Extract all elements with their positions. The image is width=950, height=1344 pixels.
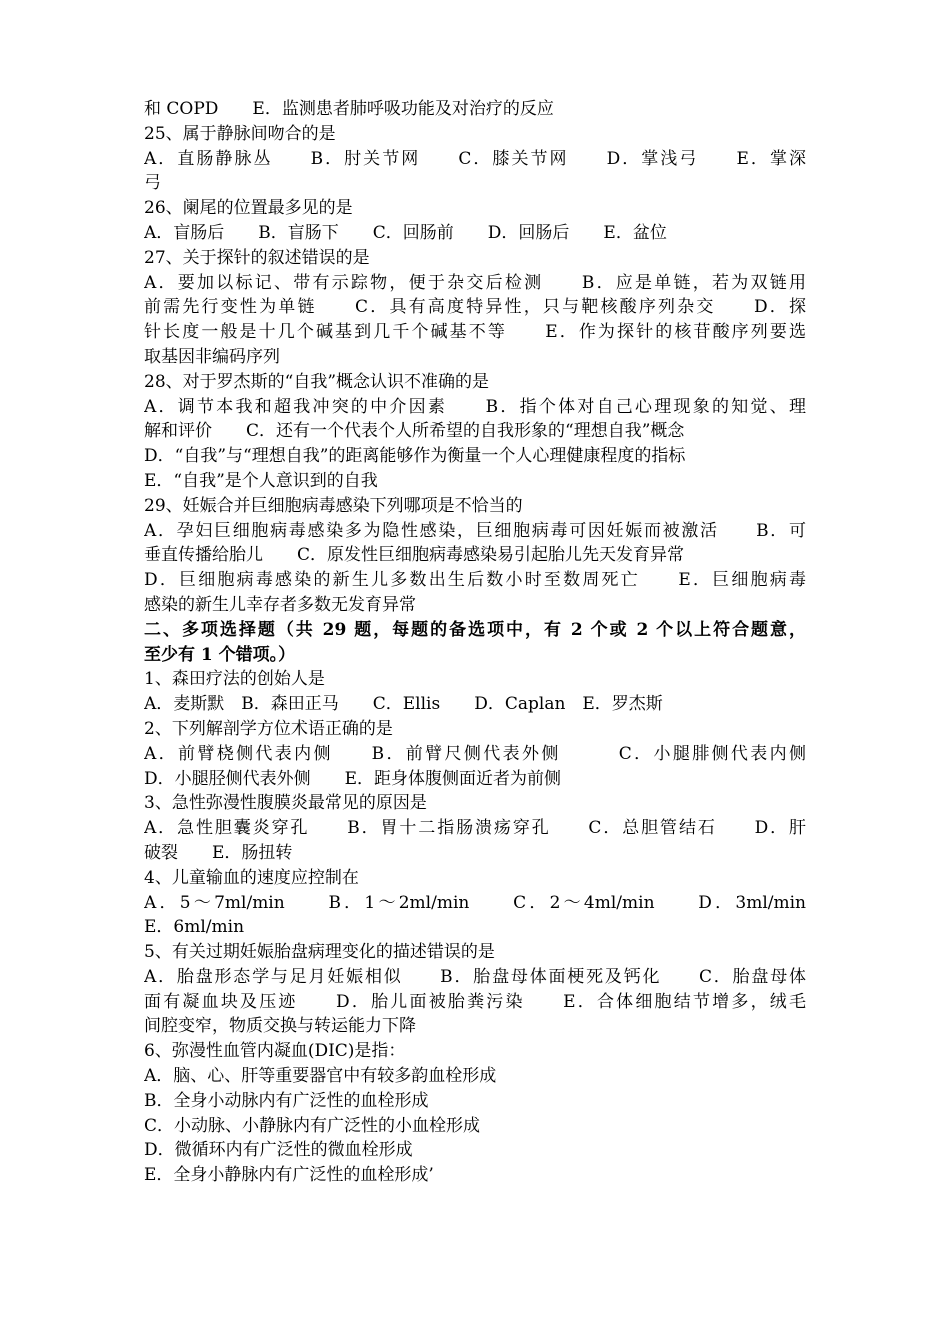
question-29-title: 29、妊娠合并巨细胞病毒感染下列哪项是不恰当的: [144, 495, 523, 516]
mq-3-title: 3、急性弥漫性腹膜炎最常见的原因是: [144, 793, 427, 814]
mq-6-option-a: A．脑、心、肝等重要器官中有较多韵血栓形成: [144, 1066, 497, 1087]
mq-2-options: A．前臂桡侧代表内侧 B．前臂尺侧代表外侧 C．小腿腓侧代表内侧: [144, 743, 806, 764]
question-28-options: A．调节本我和超我冲突的中介因素 B．指个体对自己心理现象的知觉、理: [144, 396, 806, 417]
question-27-options: A．要加以标记、带有示踪物，便于杂交后检测 B．应是单链，若为双链用: [144, 272, 806, 293]
question-28-title: 28、对于罗杰斯的“自我”概念认识不准确的是: [144, 371, 490, 392]
section-heading-cont: 至少有 1 个错项。）: [144, 644, 296, 665]
question-26-title: 26、阑尾的位置最多见的是: [144, 198, 353, 219]
mq-6-option-c: C．小动脉、小静脉内有广泛性的小血栓形成: [144, 1115, 481, 1136]
question-28-options-cont: D．“自我”与“理想自我”的距离能够作为衡量一个人心理健康程度的指标: [144, 446, 686, 467]
question-25-options: A．直肠静脉丛 B．肘关节网 C．膝关节网 D．掌浅弓 E．掌深: [144, 148, 806, 169]
section-heading: 二、多项选择题（共 29 题，每题的备选项中，有 2 个或 2 个以上符合题意，: [144, 619, 806, 640]
question-28-options-cont: 解和评价 C．还有一个代表个人所希望的自我形象的“理想自我”概念: [144, 421, 685, 442]
question-27-options-cont: 针长度一般是十几个碱基到几千个碱基不等 E．作为探针的核苷酸序列要选: [144, 322, 806, 343]
question-29-options: A．孕妇巨细胞病毒感染多为隐性感染，巨细胞病毒可因妊娠而被激活 B．可: [144, 520, 806, 541]
mq-5-options-cont: 面有凝血块及压迹 D．胎儿面被胎粪污染 E．合体细胞结节增多，绒毛: [144, 991, 806, 1012]
text-line: 和 COPD E．监测患者肺呼吸功能及对治疗的反应: [144, 99, 554, 119]
mq-5-options: A．胎盘形态学与足月妊娠相似 B．胎盘母体面梗死及钙化 C．胎盘母体: [144, 966, 806, 987]
mq-6-title: 6、弥漫性血管内凝血(DIC)是指：: [144, 1041, 406, 1062]
mq-3-options: A．急性胆囊炎穿孔 B．胃十二指肠溃疡穿孔 C．总胆管结石 D．肝: [144, 818, 806, 839]
mq-6-option-d: D．微循环内有广泛性的微血栓形成: [144, 1140, 413, 1161]
question-27-options-cont: 取基因非编码序列: [144, 346, 280, 367]
question-27-title: 27、关于探针的叙述错误的是: [144, 247, 370, 268]
question-25-title: 25、属于静脉间吻合的是: [144, 123, 336, 144]
mq-6-option-e: E．全身小静脉内有广泛性的血栓形成’: [144, 1165, 434, 1186]
question-29-options-cont: 感染的新生儿幸存者多数无发育异常: [144, 594, 416, 615]
question-29-options-cont: D．巨细胞病毒感染的新生儿多数出生后数小时至数周死亡 E．巨细胞病毒: [144, 570, 806, 591]
question-29-options-cont: 垂直传播给胎儿 C．原发性巨细胞病毒感染易引起胎儿先天发育异常: [144, 545, 685, 566]
mq-5-options-cont: 间腔变窄，物质交换与转运能力下降: [144, 1016, 416, 1037]
document-page: [144, 97, 806, 1188]
mq-1-options: A．麦斯默 B．森田正马 C．Ellis D．Caplan E．罗杰斯: [144, 694, 663, 715]
mq-6-option-b: B．全身小动脉内有广泛性的血栓形成: [144, 1090, 429, 1111]
question-26-options: A．盲肠后 B．盲肠下 C．回肠前 D．回肠后 E．盆位: [144, 222, 667, 243]
mq-2-options-cont: D．小腿胫侧代表外侧 E．距身体腹侧面近者为前侧: [144, 768, 562, 789]
mq-3-options-cont: 破裂 E．肠扭转: [144, 842, 293, 863]
mq-1-title: 1、森田疗法的创始人是: [144, 669, 325, 690]
question-27-options-cont: 前需先行变性为单链 C．具有高度特异性，只与靶核酸序列杂交 D．探: [144, 297, 806, 318]
question-25-options-cont: 弓: [144, 173, 161, 194]
mq-5-title: 5、有关过期妊娠胎盘病理变化的描述错误的是: [144, 942, 495, 963]
mq-2-title: 2、下列解剖学方位术语正确的是: [144, 718, 393, 739]
mq-4-title: 4、儿童输血的速度应控制在: [144, 867, 359, 888]
mq-4-options-cont: E．6ml/min: [144, 917, 245, 938]
mq-4-options: A．5～7ml/min B．1～2ml/min C．2～4ml/min D．3ml/min: [144, 892, 806, 913]
question-28-options-cont: E．“自我”是个人意识到的自我: [144, 470, 378, 491]
